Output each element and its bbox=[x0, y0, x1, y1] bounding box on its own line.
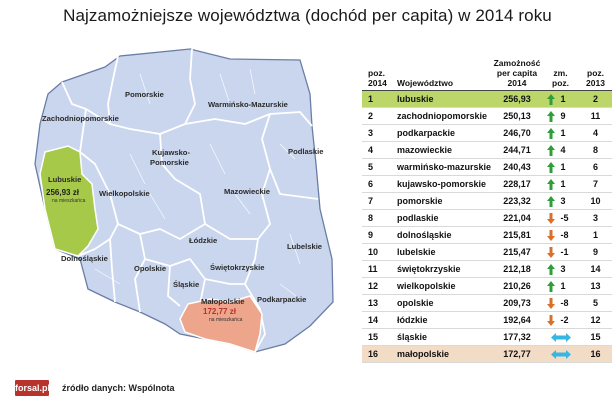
cell-pos-2013: 3 bbox=[579, 210, 612, 227]
cell-change-value: -1 bbox=[561, 244, 580, 261]
region-label-kujawsko-pomorskie: Pomorskie bbox=[150, 158, 189, 167]
cell-region: wielkopolskie bbox=[393, 278, 492, 295]
cell-change-value: 3 bbox=[561, 261, 580, 278]
cell-change-arrow bbox=[542, 91, 561, 108]
cell-wealth: 209,73 bbox=[492, 295, 542, 312]
cell-region: zachodniopomorskie bbox=[393, 108, 492, 125]
cell-region: śląskie bbox=[393, 329, 492, 346]
region-label-opolskie: Opolskie bbox=[134, 264, 167, 273]
cell-pos-2014: 3 bbox=[362, 125, 393, 142]
header-pos-2013: poz. 2013 bbox=[579, 58, 612, 91]
cell-pos-2014: 13 bbox=[362, 295, 393, 312]
region-label-wielkopolskie: Wielkopolskie bbox=[99, 189, 150, 198]
cell-wealth: 192,64 bbox=[492, 312, 542, 329]
region-label-lubelskie: Lubelskie bbox=[287, 242, 323, 251]
arrow-down-icon bbox=[547, 213, 555, 224]
cell-change-value: 4 bbox=[561, 142, 580, 159]
arrow-down-icon bbox=[547, 230, 555, 241]
arrow-left-right-icon bbox=[551, 350, 571, 359]
lubuskie-note: na mieszkańca bbox=[52, 198, 86, 204]
table-row bbox=[362, 295, 612, 312]
arrow-down-icon bbox=[547, 298, 555, 309]
region-label-kujawsko: Kujawsko- bbox=[152, 148, 190, 157]
cell-region: lubelskie bbox=[393, 244, 492, 261]
table-body bbox=[362, 91, 612, 363]
arrow-up-icon bbox=[547, 264, 555, 275]
cell-change-arrow bbox=[542, 278, 561, 295]
cell-change-value: 1 bbox=[561, 125, 580, 142]
cell-pos-2014: 12 bbox=[362, 278, 393, 295]
cell-pos-2013: 8 bbox=[579, 142, 612, 159]
cell-pos-2013: 2 bbox=[579, 91, 612, 108]
malopolskie-value: 172,77 zł bbox=[203, 307, 236, 316]
cell-wealth: 221,04 bbox=[492, 210, 542, 227]
cell-wealth: 240,43 bbox=[492, 159, 542, 176]
cell-pos-2014: 6 bbox=[362, 176, 393, 193]
header-region: Województwo bbox=[393, 58, 492, 91]
region-label-swietokrzyskie: Świętokrzyskie bbox=[210, 263, 265, 272]
cell-change-arrow bbox=[542, 159, 561, 176]
cell-change-arrow bbox=[542, 346, 579, 363]
table-row bbox=[362, 346, 612, 363]
cell-change-value: 1 bbox=[561, 278, 580, 295]
cell-pos-2014: 4 bbox=[362, 142, 393, 159]
cell-pos-2014: 14 bbox=[362, 312, 393, 329]
arrow-down-icon bbox=[547, 247, 555, 258]
cell-wealth: 246,70 bbox=[492, 125, 542, 142]
region-label-podlaskie: Podlaskie bbox=[288, 147, 324, 156]
cell-pos-2013: 4 bbox=[579, 125, 612, 142]
cell-region: dolnośląskie bbox=[393, 227, 492, 244]
table-row bbox=[362, 125, 612, 142]
cell-pos-2013: 9 bbox=[579, 244, 612, 261]
table-row bbox=[362, 108, 612, 125]
cell-wealth: 210,26 bbox=[492, 278, 542, 295]
cell-change-arrow bbox=[542, 193, 561, 210]
region-label-lodzkie: Łódzkie bbox=[189, 236, 218, 245]
cell-region: podlaskie bbox=[393, 210, 492, 227]
cell-pos-2014: 10 bbox=[362, 244, 393, 261]
cell-wealth: 212,18 bbox=[492, 261, 542, 278]
cell-region: kujawsko-pomorskie bbox=[393, 176, 492, 193]
cell-change-arrow bbox=[542, 108, 561, 125]
cell-change-arrow bbox=[542, 312, 561, 329]
footer bbox=[0, 380, 615, 400]
cell-change-arrow bbox=[542, 210, 561, 227]
page-title: Najzamożniejsze województwa (dochód per capita) w 2014 roku bbox=[63, 6, 552, 25]
ranking-table bbox=[362, 58, 612, 363]
cell-pos-2014: 11 bbox=[362, 261, 393, 278]
cell-pos-2014: 5 bbox=[362, 159, 393, 176]
table-header-row bbox=[362, 58, 612, 91]
arrow-up-icon bbox=[547, 162, 555, 173]
cell-region: warmińsko-mazurskie bbox=[393, 159, 492, 176]
cell-pos-2013: 5 bbox=[579, 295, 612, 312]
table-row bbox=[362, 227, 612, 244]
arrow-up-icon bbox=[547, 196, 555, 207]
region-label-slaskie: Śląskie bbox=[173, 280, 200, 289]
arrow-down-icon bbox=[547, 315, 555, 326]
cell-wealth: 215,81 bbox=[492, 227, 542, 244]
cell-change-arrow bbox=[542, 295, 561, 312]
table-row bbox=[362, 91, 612, 108]
cell-change-arrow bbox=[542, 329, 579, 346]
cell-pos-2014: 7 bbox=[362, 193, 393, 210]
cell-region: opolskie bbox=[393, 295, 492, 312]
cell-wealth: 256,93 bbox=[492, 91, 542, 108]
region-label-dolnoslaskie: Dolnośląskie bbox=[61, 254, 108, 263]
arrow-up-icon bbox=[547, 111, 555, 122]
cell-wealth: 172,77 bbox=[492, 346, 542, 363]
cell-wealth: 244,71 bbox=[492, 142, 542, 159]
cell-change-arrow bbox=[542, 125, 561, 142]
arrow-up-icon bbox=[547, 281, 555, 292]
table-row bbox=[362, 159, 612, 176]
cell-pos-2014: 8 bbox=[362, 210, 393, 227]
table-row bbox=[362, 244, 612, 261]
cell-pos-2013: 6 bbox=[579, 159, 612, 176]
table-row bbox=[362, 193, 612, 210]
cell-pos-2013: 15 bbox=[579, 329, 612, 346]
cell-region: podkarpackie bbox=[393, 125, 492, 142]
cell-pos-2013: 10 bbox=[579, 193, 612, 210]
poland-map bbox=[0, 34, 360, 379]
cell-change-arrow bbox=[542, 244, 561, 261]
cell-region: świętokrzyskie bbox=[393, 261, 492, 278]
cell-change-value: -2 bbox=[561, 312, 580, 329]
cell-pos-2013: 13 bbox=[579, 278, 612, 295]
cell-change-value: 1 bbox=[561, 91, 580, 108]
cell-pos-2014: 2 bbox=[362, 108, 393, 125]
cell-pos-2014: 15 bbox=[362, 329, 393, 346]
cell-change-arrow bbox=[542, 261, 561, 278]
cell-pos-2014: 9 bbox=[362, 227, 393, 244]
cell-pos-2014: 16 bbox=[362, 346, 393, 363]
cell-change-value: -5 bbox=[561, 210, 580, 227]
cell-wealth: 177,32 bbox=[492, 329, 542, 346]
region-label-podkarpackie: Podkarpackie bbox=[257, 295, 307, 304]
source-note: źródło danych: Wspólnota bbox=[62, 383, 175, 393]
region-label-mazowieckie: Mazowieckie bbox=[224, 187, 271, 196]
cell-change-value: 9 bbox=[561, 108, 580, 125]
table-row bbox=[362, 261, 612, 278]
table-row bbox=[362, 329, 612, 346]
cell-region: pomorskie bbox=[393, 193, 492, 210]
cell-region: łódzkie bbox=[393, 312, 492, 329]
arrow-left-right-icon bbox=[551, 333, 571, 342]
cell-change-value: 1 bbox=[561, 176, 580, 193]
cell-pos-2013: 11 bbox=[579, 108, 612, 125]
cell-pos-2013: 7 bbox=[579, 176, 612, 193]
cell-wealth: 223,32 bbox=[492, 193, 542, 210]
lubuskie-value: 256,93 zł bbox=[46, 188, 79, 197]
cell-change-arrow bbox=[542, 176, 561, 193]
table-row bbox=[362, 210, 612, 227]
cell-wealth: 228,17 bbox=[492, 176, 542, 193]
arrow-up-icon bbox=[547, 128, 555, 139]
cell-pos-2013: 1 bbox=[579, 227, 612, 244]
header-wealth: Zamożność per capita 2014 bbox=[492, 58, 542, 91]
table-row bbox=[362, 312, 612, 329]
table-row bbox=[362, 278, 612, 295]
cell-change-value: 1 bbox=[561, 159, 580, 176]
table-row bbox=[362, 142, 612, 159]
cell-wealth: 215,47 bbox=[492, 244, 542, 261]
forsal-logo: forsal.pl bbox=[15, 380, 49, 396]
arrow-up-icon bbox=[547, 94, 555, 105]
cell-pos-2013: 14 bbox=[579, 261, 612, 278]
malopolskie-note: na mieszkańca bbox=[209, 317, 243, 323]
cell-region: lubuskie bbox=[393, 91, 492, 108]
region-label-warminsko-mazurskie: Warmińsko-Mazurskie bbox=[208, 100, 288, 109]
cell-pos-2013: 12 bbox=[579, 312, 612, 329]
region-label-zachodniopomorskie: Zachodniopomorskie bbox=[42, 114, 119, 123]
cell-pos-2014: 1 bbox=[362, 91, 393, 108]
cell-change-arrow bbox=[542, 227, 561, 244]
cell-change-arrow bbox=[542, 142, 561, 159]
cell-region: mazowieckie bbox=[393, 142, 492, 159]
header-change: zm. poz. bbox=[542, 58, 579, 91]
region-label-pomorskie: Pomorskie bbox=[125, 90, 164, 99]
cell-change-value: -8 bbox=[561, 227, 580, 244]
table-row bbox=[362, 176, 612, 193]
cell-change-value: -8 bbox=[561, 295, 580, 312]
arrow-up-icon bbox=[547, 145, 555, 156]
header-pos-2014: poz. 2014 bbox=[362, 58, 393, 91]
cell-pos-2013: 16 bbox=[579, 346, 612, 363]
arrow-up-icon bbox=[547, 179, 555, 190]
cell-change-value: 3 bbox=[561, 193, 580, 210]
region-label-malopolskie: Małopolskie bbox=[201, 297, 245, 306]
region-label-lubuskie: Lubuskie bbox=[48, 175, 82, 184]
cell-wealth: 250,13 bbox=[492, 108, 542, 125]
cell-region: małopolskie bbox=[393, 346, 492, 363]
